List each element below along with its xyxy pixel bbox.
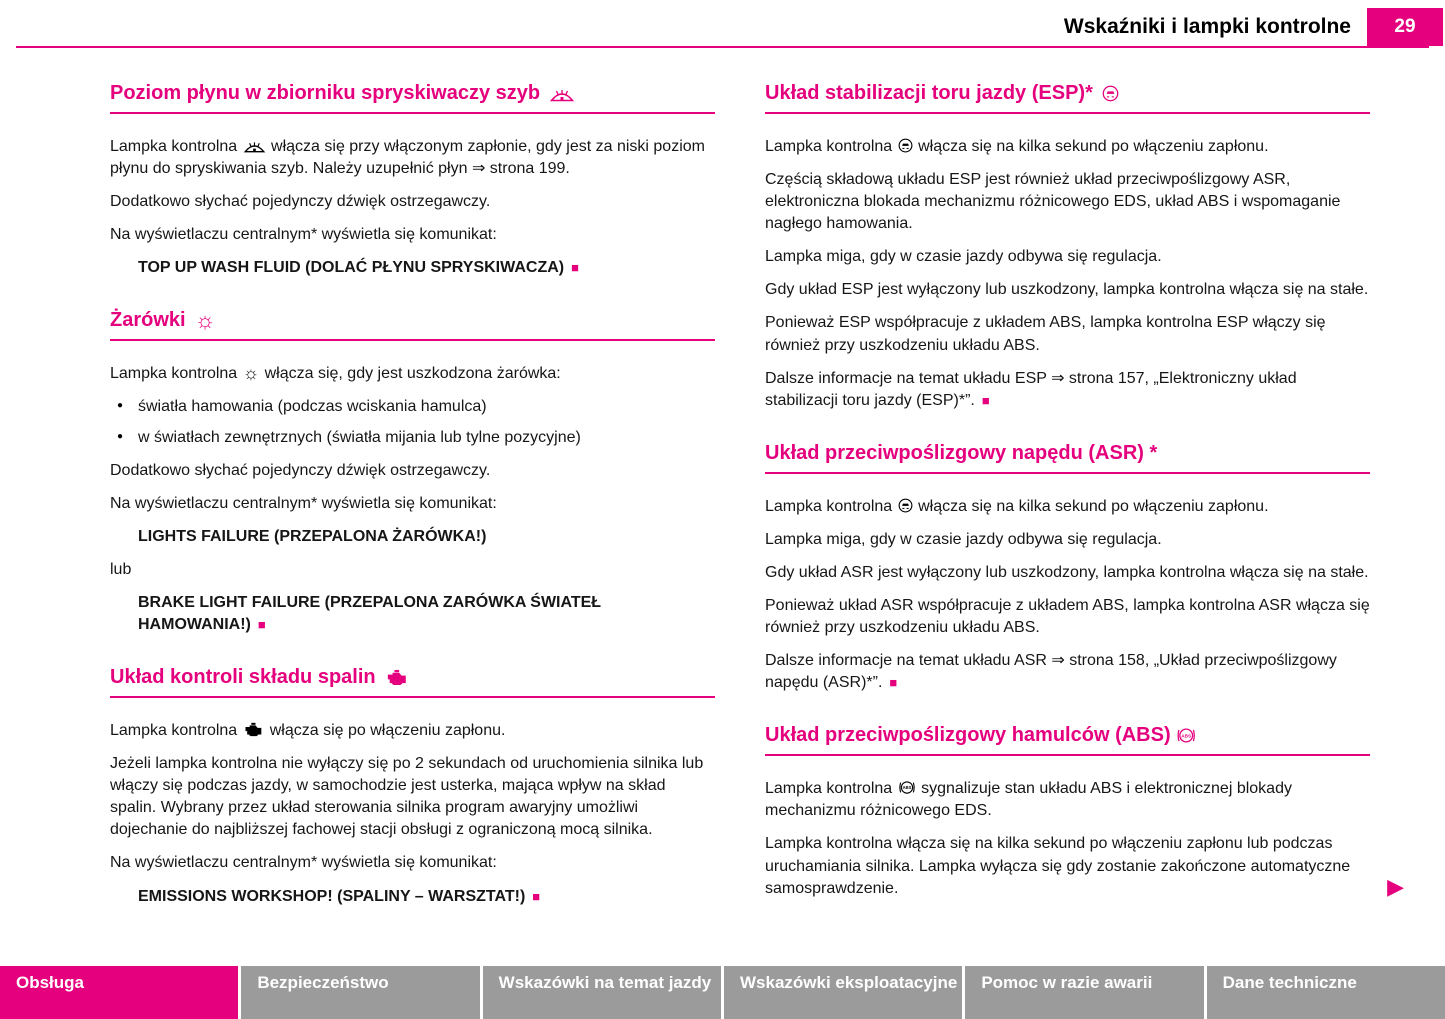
washer-fluid-icon	[549, 85, 575, 102]
end-marker-icon: ■	[532, 888, 541, 904]
section-emissions	[110, 666, 715, 908]
tab-pomoc-w-razie-awarii[interactable]: Pomoc w razie awarii	[965, 966, 1203, 1019]
list-item: ● światła hamowania (podczas wciskania hamulca)	[110, 396, 715, 418]
section-tab-bar	[0, 966, 1445, 1019]
section-title: Układ stabilizacji toru jazdy (ESP)*	[765, 82, 1093, 104]
display-message: BRAKE LIGHT FAILURE (PRZEPALONA ZARÓWKA ŚWIATEŁ HAMOWANIA!) ■	[138, 593, 602, 634]
paragraph: Na wyświetlaczu centralnym* wyświetla się komunikat:	[110, 494, 497, 512]
section-heading	[765, 442, 1370, 474]
section-title: Układ przeciwpoślizgowy napędu (ASR) *	[765, 441, 1158, 464]
list-item: ● w światłach zewnętrznych (światła mijania lub tylne pozycyjne)	[110, 427, 715, 449]
section-title: Poziom płynu w zbiorniku spryskiwaczy szyb	[110, 82, 541, 104]
paragraph: lub	[110, 560, 132, 578]
paragraph: Lampka miga, gdy w czasie jazdy odbywa się regulacja.	[765, 530, 1162, 548]
page-number-badge: 29	[1367, 8, 1443, 46]
section-esp	[765, 82, 1370, 412]
end-marker-icon: ■	[571, 260, 579, 276]
page-header	[0, 0, 1445, 46]
paragraph: Dodatkowo słychać pojedynczy dźwięk ostrzegawczy.	[110, 461, 491, 479]
section-bulbs	[110, 309, 715, 636]
paragraph: Lampka kontrolna włącza się na kilka sekund po włączeniu zapłonu.	[765, 138, 1269, 155]
bulb-icon: ☼	[194, 307, 216, 334]
tab-wskazowki-eksploatacyjne[interactable]: Wskazówki eksploatacyjne	[724, 966, 962, 1019]
section-abs	[765, 724, 1404, 899]
abs-icon	[1176, 727, 1196, 744]
paragraph: Ponieważ ESP współpracuje z układem ABS, lampka kontrolna ESP włączy się również przy uszkodzeniu układu ABS.	[765, 314, 1326, 354]
display-message: TOP UP WASH FLUID (DOLAĆ PŁYNU SPRYSKIWACZA) ■	[138, 259, 579, 277]
check-engine-icon	[243, 722, 265, 737]
bulb-icon: ☼	[242, 363, 260, 384]
paragraph: Na wyświetlaczu centralnym* wyświetla się komunikat:	[110, 226, 497, 244]
section-title: Układ kontroli składu spalin	[110, 666, 376, 689]
left-column	[110, 82, 715, 938]
tab-wskazowki-na-temat-jazdy[interactable]: Wskazówki na temat jazdy	[483, 966, 721, 1019]
abs-icon	[898, 780, 916, 795]
paragraph: Lampka kontrolna ABS sygnalizuje stan układu ABS i elektronicznej blokady mechanizmu różnicowego EDS.	[765, 780, 1292, 820]
paragraph: Lampka kontrolna włącza się na kilka sekund po włączeniu zapłonu lub podczas uruchamiania silnika. Lampka wyłącza się gdy zostanie zakończone automatyczne samosprawdzenie.	[765, 835, 1351, 897]
end-marker-icon: ■	[981, 392, 990, 408]
esp-icon	[1102, 85, 1119, 102]
section-heading	[765, 82, 1370, 114]
right-column	[765, 82, 1404, 938]
svg-text:ABS: ABS	[1180, 733, 1191, 739]
paragraph: Dodatkowo słychać pojedynczy dźwięk ostrzegawczy.	[110, 193, 491, 211]
paragraph: Gdy układ ASR jest wyłączony lub uszkodzony, lampka kontrolna włącza się na stałe.	[765, 563, 1369, 581]
paragraph: Dalsze informacje na temat układu ASR ⇒ strona 158, „Układ przeciwpoślizgowy napędu (ASR)*”. ■	[765, 652, 1337, 692]
section-asr	[765, 442, 1370, 695]
display-message: LIGHTS FAILURE (PRZEPALONA ŻARÓWKA!)	[138, 527, 487, 545]
end-marker-icon: ■	[889, 675, 898, 691]
section-heading	[765, 724, 1370, 756]
section-heading	[110, 309, 715, 341]
svg-text:ABS: ABS	[902, 785, 911, 791]
check-engine-icon	[385, 669, 410, 686]
tab-dane-techniczne[interactable]: Dane techniczne	[1207, 966, 1445, 1019]
asr-icon	[898, 498, 913, 513]
paragraph: Gdy układ ESP jest wyłączony lub uszkodzony, lampka kontrolna włącza się na stałe.	[765, 281, 1369, 299]
section-washer-fluid	[110, 82, 715, 279]
section-title: Żarówki	[110, 309, 186, 332]
paragraph: Jeżeli lampka kontrolna nie wyłączy się po 2 sekundach od uruchomienia silnika lub włączy się podczas jazdy, w samochodzie jest usterka, mająca wpływ na skład spalin. Wybrany przez układ sterowania silnika program awaryjny umożliwi dojechanie do najbliższej fachowej stacji obsługi z ograniczoną mocą silnika.	[110, 755, 704, 839]
tab-bezpieczenstwo[interactable]: Bezpieczeństwo	[241, 966, 479, 1019]
washer-fluid-icon	[243, 138, 266, 153]
tab-obsluga[interactable]: Obsługa	[0, 966, 238, 1019]
continuation-arrow-icon: ▶	[1387, 873, 1404, 899]
paragraph: Częścią składową układu ESP jest również układ przeciwpoślizgowy ASR, elektroniczna blokada mechanizmu różnicowego EDS, układ ABS i wspomaganie nagłego hamowania.	[765, 171, 1341, 233]
page-content	[0, 48, 1445, 938]
esp-icon	[898, 138, 913, 153]
end-marker-icon: ■	[257, 617, 266, 633]
paragraph: Na wyświetlaczu centralnym* wyświetla się komunikat:	[110, 854, 497, 872]
section-title: Układ przeciwpoślizgowy hamulców (ABS)	[765, 724, 1171, 747]
paragraph: Lampka kontrolna włącza się przy włączonym zapłonie, gdy jest za niski poziom płynu do spryskiwania szyb. Należy uzupełnić płyn ⇒ strona 199.	[110, 138, 705, 178]
paragraph: Lampka miga, gdy w czasie jazdy odbywa się regulacja.	[765, 248, 1162, 266]
paragraph: Lampka kontrolna ☼ włącza się, gdy jest uszkodzona żarówka:	[110, 363, 561, 384]
paragraph: Dalsze informacje na temat układu ESP ⇒ strona 157, „Elektroniczny układ stabilizacji toru jazdy (ESP)*”. ■	[765, 369, 1297, 409]
section-heading	[110, 666, 715, 698]
paragraph: Ponieważ układ ASR współpracuje z układem ABS, lampka kontrolna ASR włącza się również przy uszkodzeniu układu ABS.	[765, 597, 1370, 637]
page-title: Wskaźniki i lampki kontrolne	[1063, 15, 1351, 38]
paragraph: Lampka kontrolna włącza się po włączeniu zapłonu.	[110, 722, 506, 740]
section-heading	[110, 82, 715, 114]
paragraph: Lampka kontrolna włącza się na kilka sekund po włączeniu zapłonu.	[765, 497, 1269, 515]
bullet-list	[110, 396, 715, 448]
display-message: EMISSIONS WORKSHOP! (SPALINY – WARSZTAT!) ■	[138, 887, 541, 905]
